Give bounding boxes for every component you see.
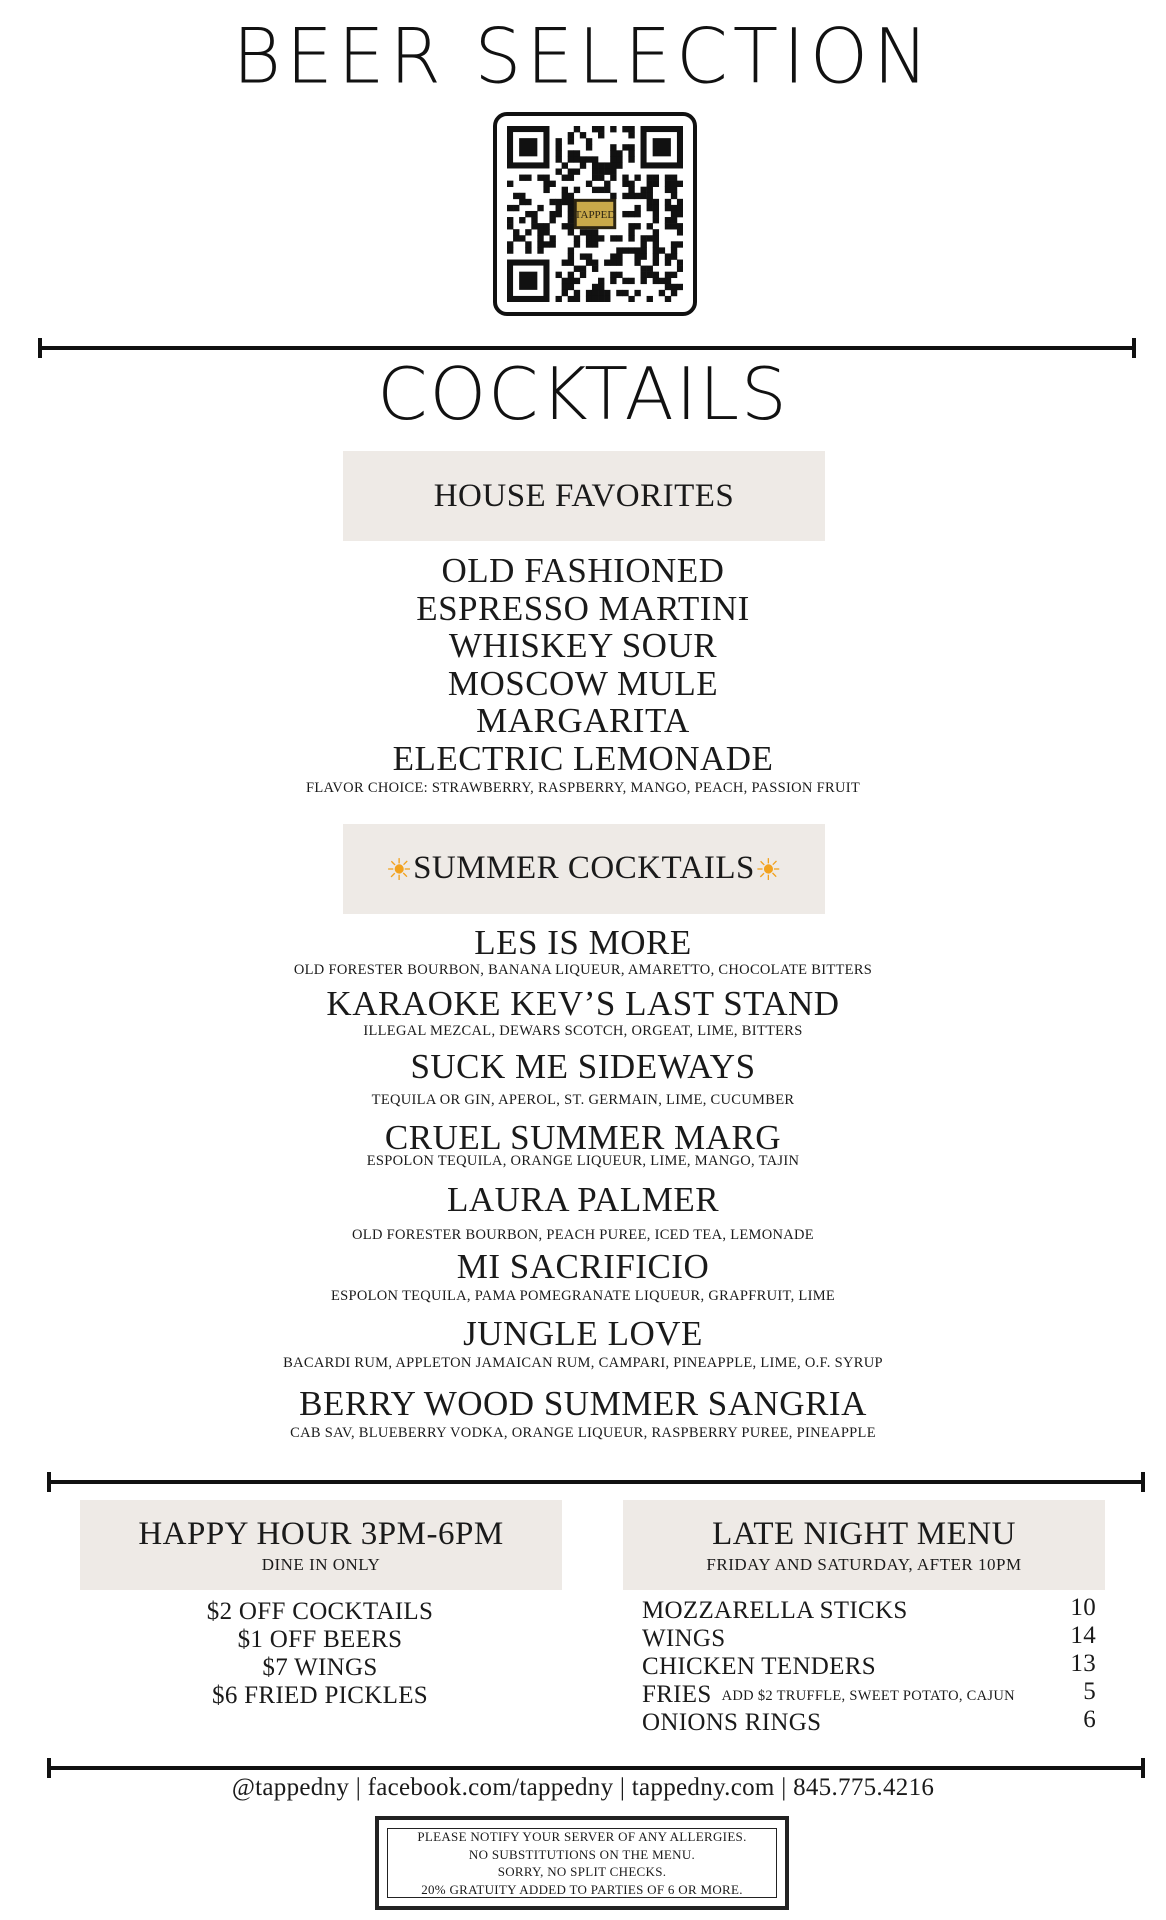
happy-hour-list [80, 1598, 560, 1710]
drink-name: SUCK ME SIDEWAYS [410, 1047, 756, 1086]
drink-item [0, 1316, 1166, 1372]
house-favorites-label: HOUSE FAVORITES [433, 477, 735, 514]
menu-item-price: 13 [1070, 1650, 1096, 1677]
drink-item [0, 1049, 1166, 1109]
menu-item-price: 5 [1083, 1678, 1096, 1705]
menu-row [642, 1650, 1096, 1681]
menu-item-price: 10 [1070, 1594, 1096, 1621]
drink-description: TEQUILA OR GIN, APEROL, ST. GERMAIN, LIME, CUCUMBER [371, 1092, 795, 1108]
list-item: OLD FASHIONED [441, 551, 725, 590]
drink-description: OLD FORESTER BOURBON, PEACH PUREE, ICED TEA, LEMONADE [352, 1227, 814, 1243]
menu-row [642, 1678, 1096, 1709]
summer-cocktails-label: SUMMER COCKTAILS [413, 850, 755, 887]
happy-hour-title: HAPPY HOUR 3PM-6PM [138, 1515, 504, 1552]
list-item: $1 OFF BEERS [237, 1626, 403, 1653]
drink-description: CAB SAV, BLUEBERRY VODKA, ORANGE LIQUEUR, RASPBERRY PUREE, PINEAPPLE [290, 1425, 876, 1441]
beer-selection-title: BEER SELECTION [232, 13, 934, 101]
cocktails-title: COCKTAILS [377, 352, 789, 436]
menu-row [642, 1594, 1096, 1625]
drink-item [0, 986, 1166, 1040]
sun-icon: ☀ [385, 853, 414, 887]
list-item: MARGARITA [476, 701, 690, 740]
contact-footer: @tappedny | facebook.com/tappedny | tappedny.com | 845.775.4216 [231, 1774, 935, 1801]
menu-item-name: MOZZARELLA STICKS [642, 1597, 908, 1624]
drink-name: KARAOKE KEV’S LAST STAND [326, 984, 840, 1023]
happy-hour-subtitle: DINE IN ONLY [261, 1554, 381, 1574]
menu-item-note: ADD $2 TRUFFLE, SWEET POTATO, CAJUN [721, 1688, 1015, 1704]
list-item: $2 OFF COCKTAILS [206, 1598, 434, 1625]
late-night-subtitle: FRIDAY AND SATURDAY, AFTER 10PM [706, 1554, 1022, 1574]
qr-code[interactable] [493, 112, 697, 316]
notice-line: SORRY, NO SPLIT CHECKS. [497, 1864, 667, 1879]
qr-code-icon [507, 126, 683, 302]
list-item: $7 WINGS [262, 1654, 378, 1681]
notice-line: 20% GRATUITY ADDED TO PARTIES OF 6 OR MORE. [421, 1881, 743, 1897]
menu-item-name: FRIES [642, 1681, 712, 1708]
notice-line: NO SUBSTITUTIONS ON THE MENU. [468, 1846, 696, 1862]
summer-cocktails-header [343, 824, 825, 914]
sun-icon: ☀ [754, 853, 783, 887]
drink-description: BACARDI RUM, APPLETON JAMAICAN RUM, CAMPARI, PINEAPPLE, LIME, O.F. SYRUP [283, 1355, 883, 1371]
drink-item [0, 1120, 1166, 1170]
menu-item-name: CHICKEN TENDERS [642, 1653, 876, 1680]
house-favorites-list [0, 552, 1166, 777]
drink-name: LES IS MORE [474, 923, 692, 962]
list-item: ELECTRIC LEMONADE [392, 738, 774, 778]
menu-item-price: 6 [1083, 1706, 1096, 1733]
drink-description: ILLEGAL MEZCAL, DEWARS SCOTCH, ORGEAT, LIME, BITTERS [363, 1023, 803, 1039]
menu-item-name: ONIONS RINGS [642, 1709, 822, 1736]
menu-row [642, 1622, 1096, 1653]
happy-hour-header [80, 1500, 562, 1590]
list-item: ESPRESSO MARTINI [416, 588, 750, 628]
flavor-choice-note: FLAVOR CHOICE: STRAWBERRY, RASPBERRY, MANGO, PEACH, PASSION FRUIT [305, 780, 861, 796]
drink-description: ESPOLON TEQUILA, ORANGE LIQUEUR, LIME, MANGO, TAJIN [366, 1153, 800, 1169]
menu-item-price: 14 [1070, 1622, 1096, 1649]
late-night-header [623, 1500, 1105, 1590]
notice-line: PLEASE NOTIFY YOUR SERVER OF ANY ALLERGIES. [417, 1829, 747, 1844]
drink-item [0, 925, 1166, 979]
list-item: WHISKEY SOUR [448, 626, 718, 665]
menu-item-name: WINGS [642, 1625, 726, 1652]
drink-name: LAURA PALMER [446, 1180, 720, 1219]
drink-description: OLD FORESTER BOURBON, BANANA LIQUEUR, AMARETTO, CHOCOLATE BITTERS [293, 962, 873, 978]
drink-name: JUNGLE LOVE [463, 1314, 703, 1353]
section-divider [47, 1766, 1145, 1770]
drink-item [0, 1386, 1166, 1442]
drink-name: CRUEL SUMMER MARG [384, 1118, 782, 1157]
late-night-title: LATE NIGHT MENU [712, 1515, 1016, 1552]
drink-item [0, 1249, 1166, 1305]
list-item: MOSCOW MULE [447, 663, 719, 703]
drink-name: BERRY WOOD SUMMER SANGRIA [299, 1384, 867, 1423]
drink-item [0, 1182, 1166, 1244]
section-divider [38, 346, 1136, 350]
drink-description: ESPOLON TEQUILA, PAMA POMEGRANATE LIQUEUR, GRAPFRUIT, LIME [330, 1288, 836, 1304]
drink-name: MI SACRIFICIO [456, 1247, 710, 1286]
late-night-list [642, 1594, 1096, 1737]
list-item: $6 FRIED PICKLES [212, 1682, 428, 1709]
policy-notice-box [375, 1816, 789, 1910]
section-divider [47, 1480, 1145, 1484]
house-favorites-header [343, 451, 825, 541]
menu-row [642, 1706, 1096, 1737]
qr-logo-text: TAPPED [574, 209, 616, 221]
